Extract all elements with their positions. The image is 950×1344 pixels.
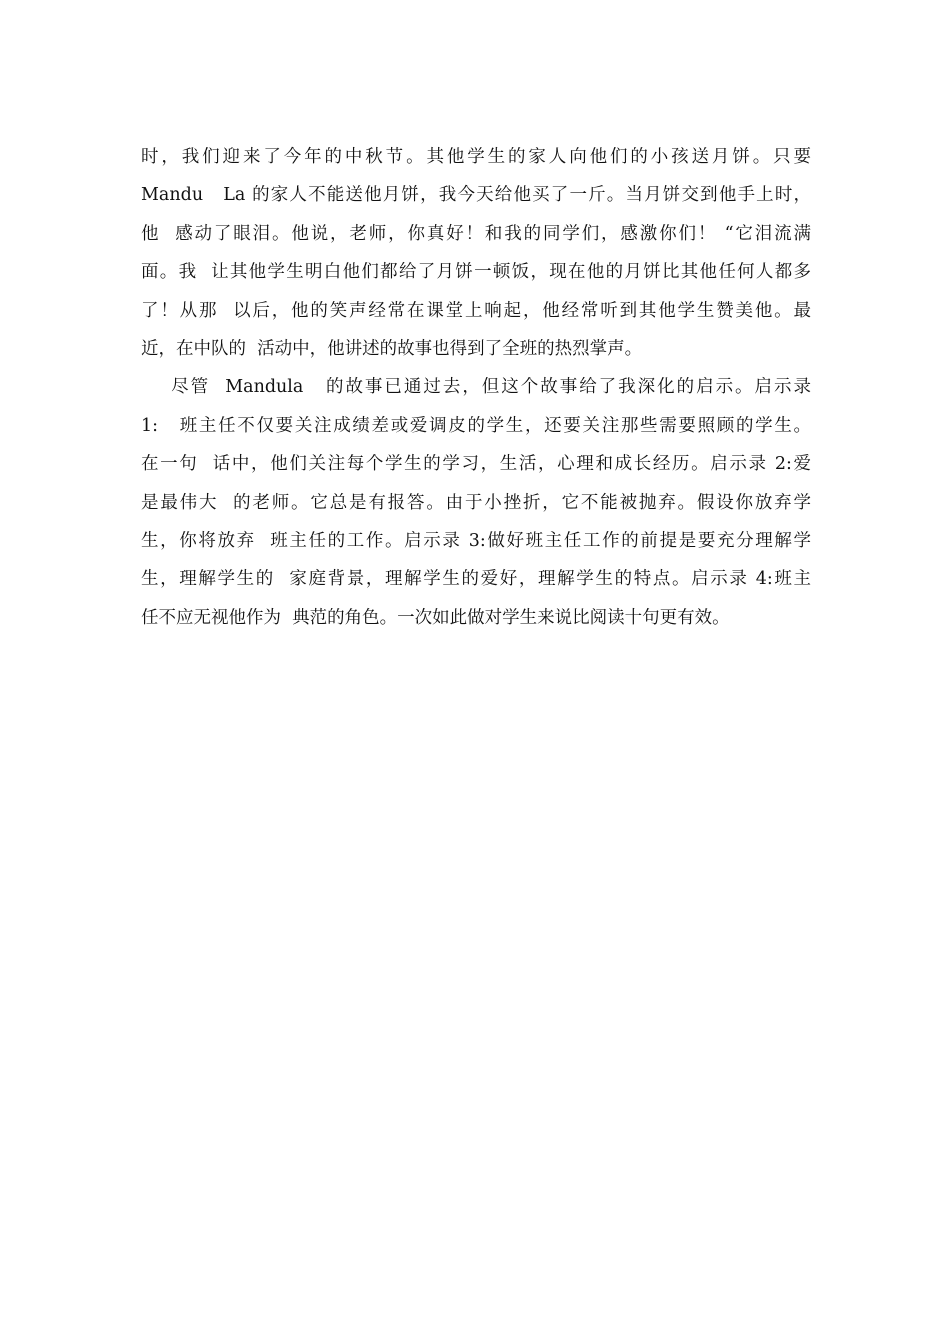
paragraph-1-line: 面。我 让其他学生明白他们都给了月饼一顿饭，现在他的月饼比其他任何人都多 [141, 262, 811, 283]
paragraph-1-line: 时，我们迎来了今年的中秋节。其他学生的家人向他们的小孩送月饼。只要 [141, 147, 811, 167]
paragraph-2-line: 在一句 话中，他们关注每个学生的学习，生活，心理和成长经历。启示录 2:爱 [141, 454, 811, 475]
paragraph-2-line: 尽管 Mandula 的故事已通过去，但这个故事给了我深化的启示。启示录 [141, 377, 811, 398]
paragraph-1-line: Mandu La 的家人不能送他月饼，我今天给他买了一斤。当月饼交到他手上时， [141, 185, 811, 206]
paragraph-2-line: 生，你将放弃 班主任的工作。启示录 3:做好班主任工作的前提是要充分理解学 [141, 530, 811, 551]
paragraph-1-line: 近，在中队的 活动中，他讲述的故事也得到了全班的热烈掌声。 [141, 338, 643, 359]
paragraph-2-line: 任不应无视他作为 典范的角色。一次如此做对学生来说比阅读十句更有效。 [141, 607, 730, 628]
paragraph-1-line: 了！从那 以后，他的笑声经常在课堂上响起，他经常听到其他学生赞美他。最 [141, 300, 811, 321]
paragraph-1-line: 他 感动了眼泪。他说，老师，你真好！和我的同学们，感激你们！ “它泪流满 [141, 223, 811, 244]
paragraph-2-line: 生，理解学生的 家庭背景，理解学生的爱好，理解学生的特点。启示录 4:班主 [141, 569, 811, 590]
paragraph-2-line: 是最伟大 的老师。它总是有报答。由于小挫折，它不能被抛弃。假设你放弃学 [141, 492, 811, 513]
paragraph-2 [141, 368, 811, 637]
document-body [141, 138, 811, 637]
paragraph-2-line: 1: 班主任不仅要关注成绩差或爱调皮的学生，还要关注那些需要照顾的学生。 [141, 415, 811, 436]
paragraph-1 [141, 138, 811, 368]
